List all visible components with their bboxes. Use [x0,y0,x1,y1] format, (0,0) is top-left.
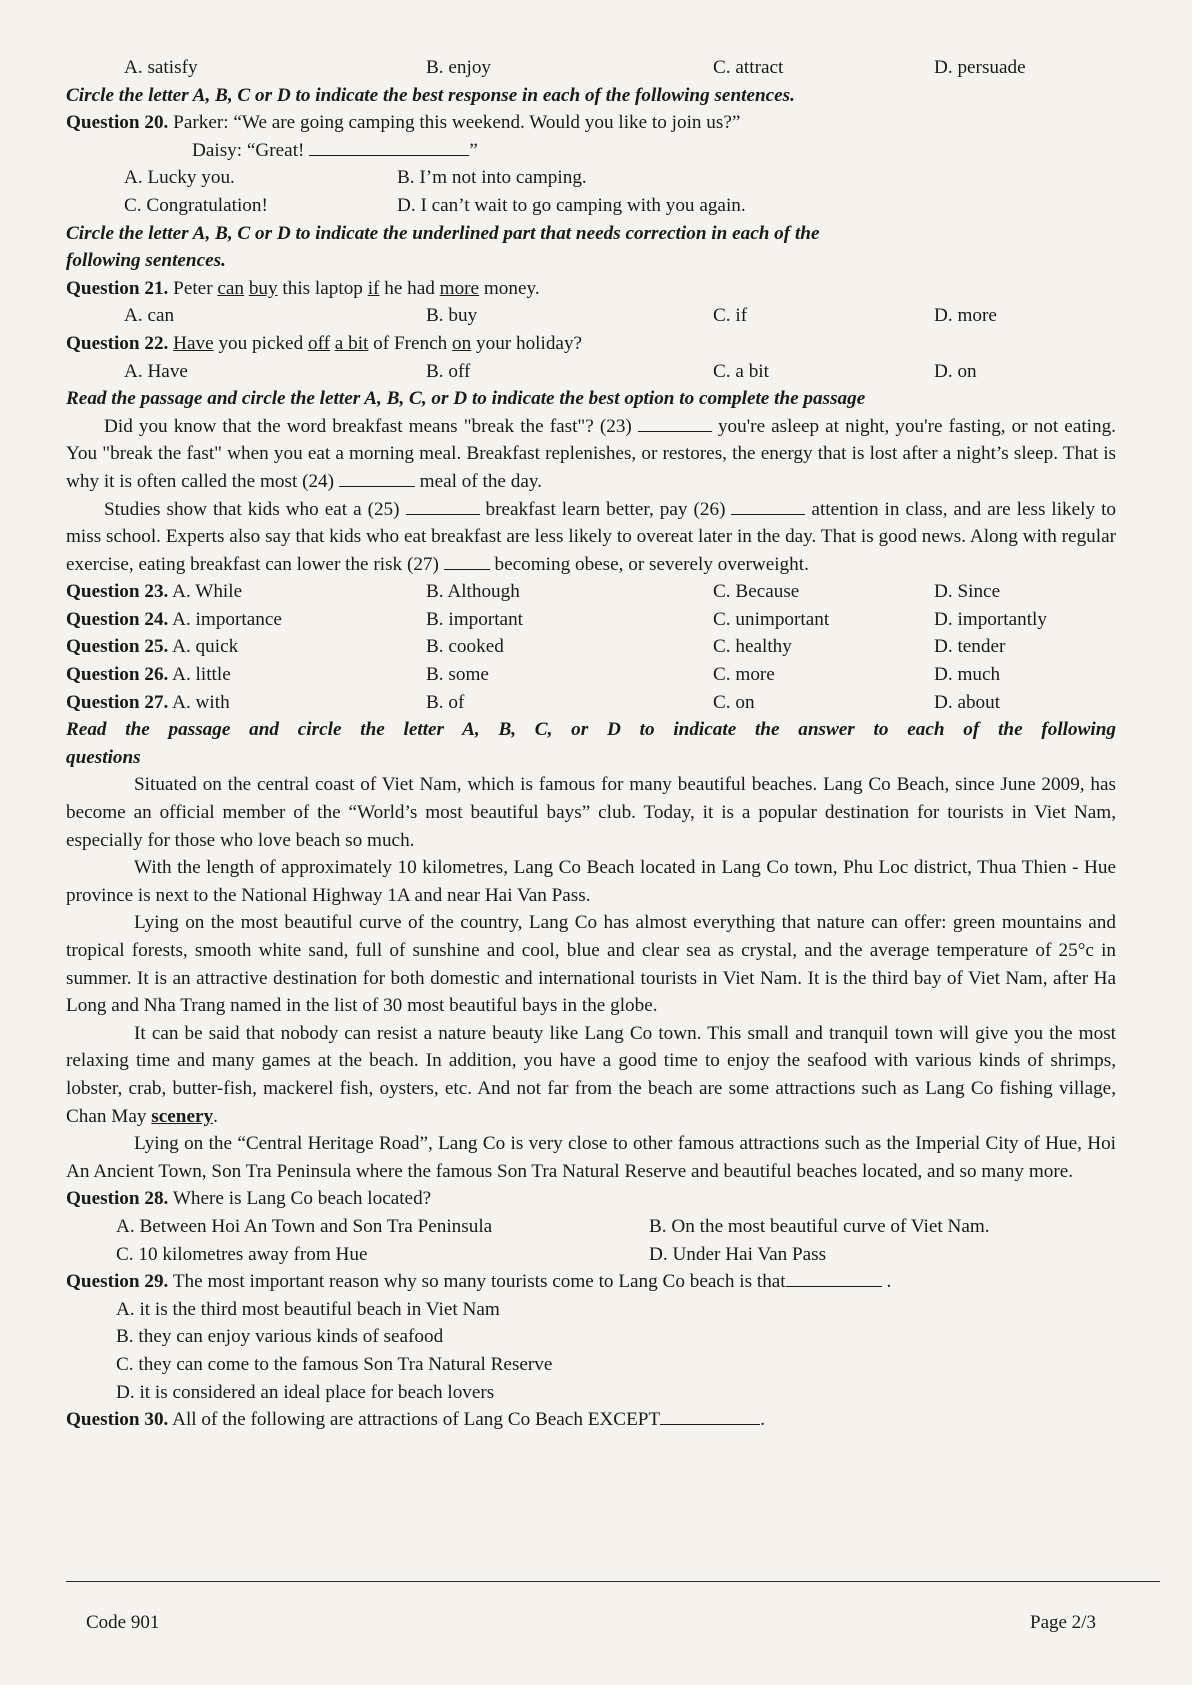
option-d: D. tender [934,636,1006,658]
option-b: B. I’m not into camping. [397,167,587,189]
answer-blank [309,138,469,156]
page-number: Page 2/3 [1030,1612,1096,1633]
text-part: attention in class, and are less likely to miss school. Experts also say that kids who eat breakfast are less likely to overeat later in the day. That is good news. Along with regular exercise, eating breakfast can lower the risk (27) [66,498,1116,575]
question-prompt: Parker: “We are going camping this weekend. Would you like to join us?” [173,112,741,134]
question-label: Question 26. [66,664,169,686]
blank-26 [731,497,805,515]
option-d: D. much [934,664,1001,686]
option-c: C. they can come to the famous Son Tra Natural Reserve [116,1353,553,1375]
question-label: Question 22. [66,332,169,354]
question-29 [66,1268,1116,1296]
underlined-part: on [452,332,472,354]
question-label: Question 24. [66,608,169,630]
question-label: Question 30. [66,1409,169,1431]
blank-25 [406,497,480,515]
q28-options-row1 [66,1213,1116,1241]
option-a: A. it is the third most beautiful beach in Viet Nam [116,1298,500,1320]
quote-end: ” [469,139,478,161]
option-b: B. On the most beautiful curve of Viet Nam. [649,1215,990,1237]
option-b: B. Although [426,581,520,603]
question-27 [66,689,1116,717]
text-part: this laptop [277,277,368,299]
question-end: . [760,1409,765,1431]
option-d: D. Since [934,581,1001,603]
underlined-part: can [217,277,245,299]
q20-options-row1 [66,164,1116,192]
passage-2-paragraph-1: Situated on the central coast of Viet Nam, which is famous for many beautiful beaches. Lang Co Beach, since June 2009, has become an official member of the “World’s most beautiful bays” club. Today, it is a popular destination for tourists in Viet Nam, especially for those who love beach so much. [66,774,1116,851]
text-part: you're asleep at night, you're fasting, or not eating. You "break the fast" when you eat a morning meal. Breakfast replenishes, or restores, the energy that is lost after a night’s sleep. That is why it is often called the most (24) [66,415,1116,492]
underlined-part: a bit [334,332,369,354]
question-25 [66,633,1116,661]
passage-1 [66,413,1116,579]
question-22 [66,330,1116,358]
question-label: Question 21. [66,277,169,299]
passage-2 [66,771,1116,1185]
option-c: C. unimportant [713,608,830,630]
option-d: D. more [934,305,997,327]
q20-daisy-line [66,137,1116,165]
option-b: B. some [426,664,489,686]
option-b: B. off [426,360,471,382]
passage-2-paragraph-5: Lying on the “Central Heritage Road”, Lang Co is very close to other famous attractions such as the Imperial City of Hue, Hoi An Ancient Town, Son Tra Peninsula where the famous Son Tra Natural Reserve and beautiful beaches located, and so many more. [66,1133,1116,1182]
option-c: C. a bit [713,360,769,382]
option-c: C. Congratulation! [124,194,268,216]
exam-code: Code 901 [86,1612,160,1633]
question-30 [66,1406,1116,1434]
question-21 [66,275,1116,303]
option-a: A. little [172,664,231,686]
question-24 [66,606,1116,634]
option-a: A. with [172,691,230,713]
option-d: D. persuade [934,57,1026,78]
option-b: B. important [426,608,523,630]
passage-2-paragraph-2: With the length of approximately 10 kilometres, Lang Co Beach located in Lang Co town, Phu Loc district, Thua Thien - Hue province is next to the National Highway 1A and near Hai Van Pass. [66,857,1116,906]
instruction-passage-2-cont: questions [66,746,141,768]
option-b: B. they can enjoy various kinds of seafood [116,1326,444,1348]
text-part: your holiday? [471,332,583,354]
question-28 [66,1185,1116,1213]
question-label: Question 23. [66,581,169,603]
blank-23 [638,414,712,432]
text-part: you picked [213,332,308,354]
cloze-questions [66,578,1116,716]
passage-1-paragraph-2 [66,496,1116,579]
option-a: A. Have [124,360,188,382]
option-a: A. Between Hoi An Town and Son Tra Peninsula [116,1215,493,1237]
passage-1-paragraph-1 [66,413,1116,496]
passage-2-paragraph-4 [66,1020,1116,1130]
answer-blank [786,1269,882,1287]
highlighted-word: scenery [151,1105,214,1127]
option-c: C. healthy [713,636,792,658]
option-c: C. 10 kilometres away from Hue [116,1243,368,1265]
question-label: Question 25. [66,636,169,658]
option-d: D. I can’t wait to go camping with you again. [397,194,746,216]
option-b: B. enjoy [426,57,492,78]
option-b: B. cooked [426,636,504,658]
option-a: A. satisfy [124,57,198,78]
instruction-passage-1: Read the passage and circle the letter A, B, C, or D to indicate the best option to complete the passage [66,388,866,410]
underlined-part: buy [248,277,278,299]
text-part: he had [379,277,440,299]
underlined-part: if [367,277,380,299]
exam-page [66,54,1116,1434]
question-label: Question 20. [66,112,169,134]
question-text: Where is Lang Co beach located? [172,1188,432,1210]
instruction-correction: Circle the letter A, B, C or D to indicate the underlined part that needs correction in each of the [66,222,820,244]
underlined-part: more [439,277,480,299]
option-d: D. importantly [934,608,1047,630]
blank-24 [339,469,415,487]
question-23 [66,578,1116,606]
option-c: C. on [713,691,755,713]
daisy-text: Daisy: “Great! [192,139,305,161]
option-a: A. can [124,305,175,327]
text-part: . [213,1105,218,1127]
option-c: C. if [713,305,748,327]
q28-options-row2 [66,1241,1116,1269]
option-c: C. more [713,664,775,686]
text-part: becoming obese, or severely overweight. [489,553,809,575]
option-a: A. While [172,581,243,603]
blank-27 [444,552,490,570]
option-d: D. about [934,691,1001,713]
q22-options [66,358,1116,386]
option-d: D. on [934,360,977,382]
question-text: All of the following are attractions of Lang Co Beach EXCEPT [172,1409,661,1431]
option-a: A. Lucky you. [124,167,235,189]
option-c: C. attract [713,57,784,78]
question-end: . [881,1271,892,1293]
underlined-part: Have [173,332,214,354]
instruction-passage-2: Read the passage and circle the letter A, B, C, or D to indicate the answer to each of the following [66,719,1116,741]
text-part: Peter [173,277,218,299]
option-b: B. of [426,691,465,713]
question-label: Question 28. [66,1188,169,1210]
question-label: Question 29. [66,1271,169,1293]
text-part: money. [479,277,540,299]
q21-options [66,302,1116,330]
option-a: A. importance [172,608,282,630]
text-part: breakfast learn better, pay (26) [479,498,732,520]
text-part: meal of the day. [414,470,542,492]
option-b: B. buy [426,305,478,327]
option-a: A. quick [172,636,239,658]
footer-divider [66,1581,1160,1582]
text-part: It can be said that nobody can resist a nature beauty like Lang Co town. This small and tranquil town will give you the most relaxing time and many games at the beach. In addition, you have a good time to enjoy the seafood with various kinds of shrimps, lobster, crab, butter-fish, mackerel fish, oysters, etc. And not far from the beach are some attractions such as Lang Co fishing village, Chan May [66,1022,1116,1127]
option-d: D. it is considered an ideal place for beach lovers [116,1381,495,1403]
passage-2-paragraph-3: Lying on the most beautiful curve of the country, Lang Co has almost everything that nature can offer: green mountains and tropical forests, smooth white sand, full of sunshine and cool, blue and clear sea as crystal, and the average temperature of 25°c in summer. It is an attractive destination for both domestic and international tourists in Viet Nam. It is the third bay of Viet Nam, after Ha Long and Nha Trang named in the list of 30 most beautiful bays in the globe. [66,912,1116,1017]
text-part: Studies show that kids who eat a (25) [104,498,406,520]
text-part: Did you know that the word breakfast means "break the fast"? (23) [104,415,638,437]
answer-blank [660,1407,760,1425]
option-d: D. Under Hai Van Pass [649,1243,827,1265]
question-26 [66,661,1116,689]
underlined-part: off [307,332,330,354]
q19-options [66,54,1116,82]
question-20 [66,109,1116,137]
text-part: of French [368,332,453,354]
question-text: The most important reason why so many tourists come to Lang Co beach is that [172,1271,786,1293]
question-label: Question 27. [66,691,169,713]
q20-options-row2 [66,192,1116,220]
instruction-correction-2: following sentences. [66,250,226,272]
option-c: C. Because [713,581,800,603]
instruction-response: Circle the letter A, B, C or D to indicate the best response in each of the following sentences. [66,84,795,106]
